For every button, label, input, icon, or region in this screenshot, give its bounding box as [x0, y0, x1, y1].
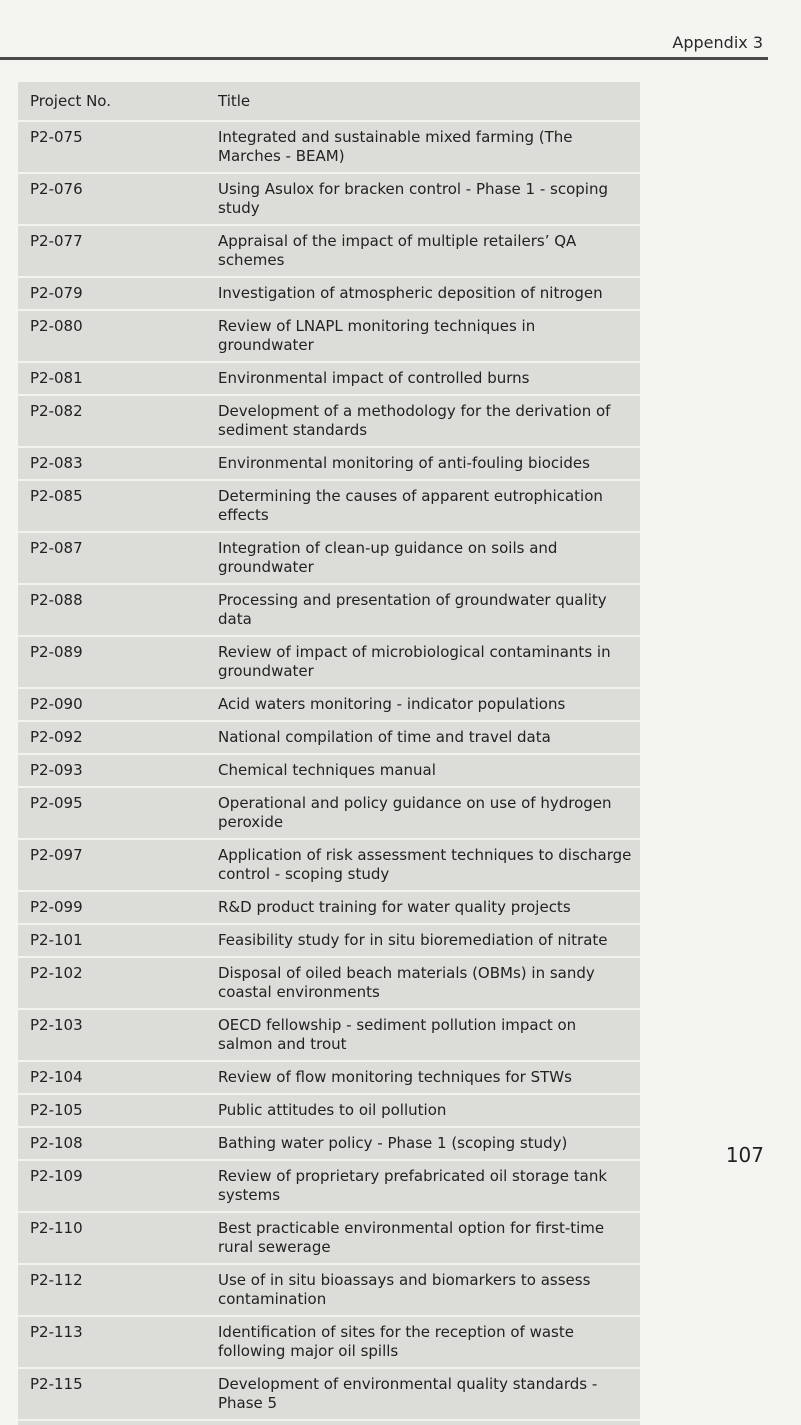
project-title: Application of risk assessment techniques to discharge control - scoping study: [218, 846, 632, 883]
table-row: [18, 637, 640, 689]
project-number: P2-103: [30, 1016, 83, 1034]
table-row: [18, 689, 640, 722]
table-row: [18, 755, 640, 788]
table-row: [18, 448, 640, 481]
table-row: [18, 481, 640, 533]
project-number: P2-109: [30, 1167, 83, 1185]
project-title: Processing and presentation of groundwater quality data: [218, 591, 607, 628]
project-number: P2-110: [30, 1219, 83, 1237]
project-number: P2-104: [30, 1068, 83, 1086]
table-row: [18, 1213, 640, 1265]
project-number: P2-099: [30, 898, 83, 916]
table-row: [18, 226, 640, 278]
project-title: Bathing water policy - Phase 1 (scoping study): [218, 1134, 568, 1152]
page-number: 107: [725, 1143, 764, 1167]
project-title: Acid waters monitoring - indicator populations: [218, 695, 566, 713]
project-number: P2-092: [30, 728, 83, 746]
project-number: P2-101: [30, 931, 83, 949]
project-number: P2-115: [30, 1375, 83, 1393]
column-header-title: Title: [218, 91, 251, 110]
table-row: [18, 892, 640, 925]
table-row: [18, 396, 640, 448]
project-number: P2-080: [30, 317, 83, 335]
project-number: P2-105: [30, 1101, 83, 1119]
table-row: [18, 585, 640, 637]
project-title: Development of environmental quality standards - Phase 5: [218, 1375, 598, 1412]
project-title: Review of LNAPL monitoring techniques in groundwater: [218, 317, 536, 354]
table-row: [18, 958, 640, 1010]
project-title: Development of a methodology for the derivation of sediment standards: [218, 402, 611, 439]
project-title: Using Asulox for bracken control - Phase 1 - scoping study: [218, 180, 608, 217]
project-title: Operational and policy guidance on use of hydrogen peroxide: [218, 794, 612, 831]
project-number: P2-085: [30, 487, 83, 505]
table-row: [18, 925, 640, 958]
project-title: R&D product training for water quality projects: [218, 898, 571, 916]
project-title: Identification of sites for the reception of waste following major oil spills: [218, 1323, 574, 1360]
project-number: P2-102: [30, 964, 83, 982]
project-number: P2-113: [30, 1323, 83, 1341]
table-header-row: [18, 82, 640, 122]
project-title: Integrated and sustainable mixed farming (The Marches - BEAM): [218, 128, 573, 165]
project-number: P2-081: [30, 369, 83, 387]
table-row: [18, 363, 640, 396]
project-title: Determining the causes of apparent eutrophication effects: [218, 487, 603, 524]
table-row: [18, 311, 640, 363]
table-row: [18, 1369, 640, 1421]
table-row: [18, 1317, 640, 1369]
project-number: P2-075: [30, 128, 83, 146]
project-number: P2-087: [30, 539, 83, 557]
table-row: [18, 1265, 640, 1317]
project-number: P2-090: [30, 695, 83, 713]
project-number: P2-077: [30, 232, 83, 250]
project-number: P2-088: [30, 591, 83, 609]
project-number: P2-093: [30, 761, 83, 779]
project-number: P2-082: [30, 402, 83, 420]
project-number: P2-097: [30, 846, 83, 864]
project-number: P2-112: [30, 1271, 83, 1289]
project-title: Investigation of atmospheric deposition of nitrogen: [218, 284, 603, 302]
table-row: [18, 788, 640, 840]
project-title: Appraisal of the impact of multiple retailers’ QA schemes: [218, 232, 577, 269]
table-row: [18, 1128, 640, 1161]
table-row: [18, 122, 640, 174]
column-header-project-no: Project No.: [30, 92, 111, 110]
table-row: [18, 1095, 640, 1128]
project-number: P2-089: [30, 643, 83, 661]
project-title: Review of flow monitoring techniques for STWs: [218, 1068, 572, 1086]
project-title: Environmental monitoring of anti-fouling biocides: [218, 454, 590, 472]
appendix-label: Appendix 3: [672, 33, 763, 52]
project-title: Review of proprietary prefabricated oil storage tank systems: [218, 1167, 608, 1204]
table-row: [18, 1161, 640, 1213]
header-rule: [0, 57, 768, 60]
project-title: Review of impact of microbiological contaminants in groundwater: [218, 643, 611, 680]
project-title: Best practicable environmental option for first-time rural sewerage: [218, 1219, 605, 1256]
table-row: [18, 174, 640, 226]
project-title: Disposal of oiled beach materials (OBMs) in sandy coastal environments: [218, 964, 595, 1001]
project-number: P2-083: [30, 454, 83, 472]
table-row: [18, 1010, 640, 1062]
table-row: [18, 722, 640, 755]
project-title: Use of in situ bioassays and biomarkers to assess contamination: [218, 1271, 591, 1308]
project-number: P2-076: [30, 180, 83, 198]
projects-table: [18, 82, 640, 1425]
project-number: P2-095: [30, 794, 83, 812]
table-row: [18, 1062, 640, 1095]
project-title: Environmental impact of controlled burns: [218, 369, 530, 387]
table-row: [18, 278, 640, 311]
project-title: OECD fellowship - sediment pollution impact on salmon and trout: [218, 1016, 577, 1053]
project-title: National compilation of time and travel data: [218, 728, 551, 746]
project-title: Chemical techniques manual: [218, 761, 436, 779]
project-title: Public attitudes to oil pollution: [218, 1101, 447, 1119]
project-number: P2-079: [30, 284, 83, 302]
project-number: P2-108: [30, 1134, 83, 1152]
table-row: [18, 533, 640, 585]
project-title: Integration of clean-up guidance on soils and groundwater: [218, 539, 558, 576]
project-title: Feasibility study for in situ bioremediation of nitrate: [218, 931, 608, 949]
table-row: [18, 840, 640, 892]
